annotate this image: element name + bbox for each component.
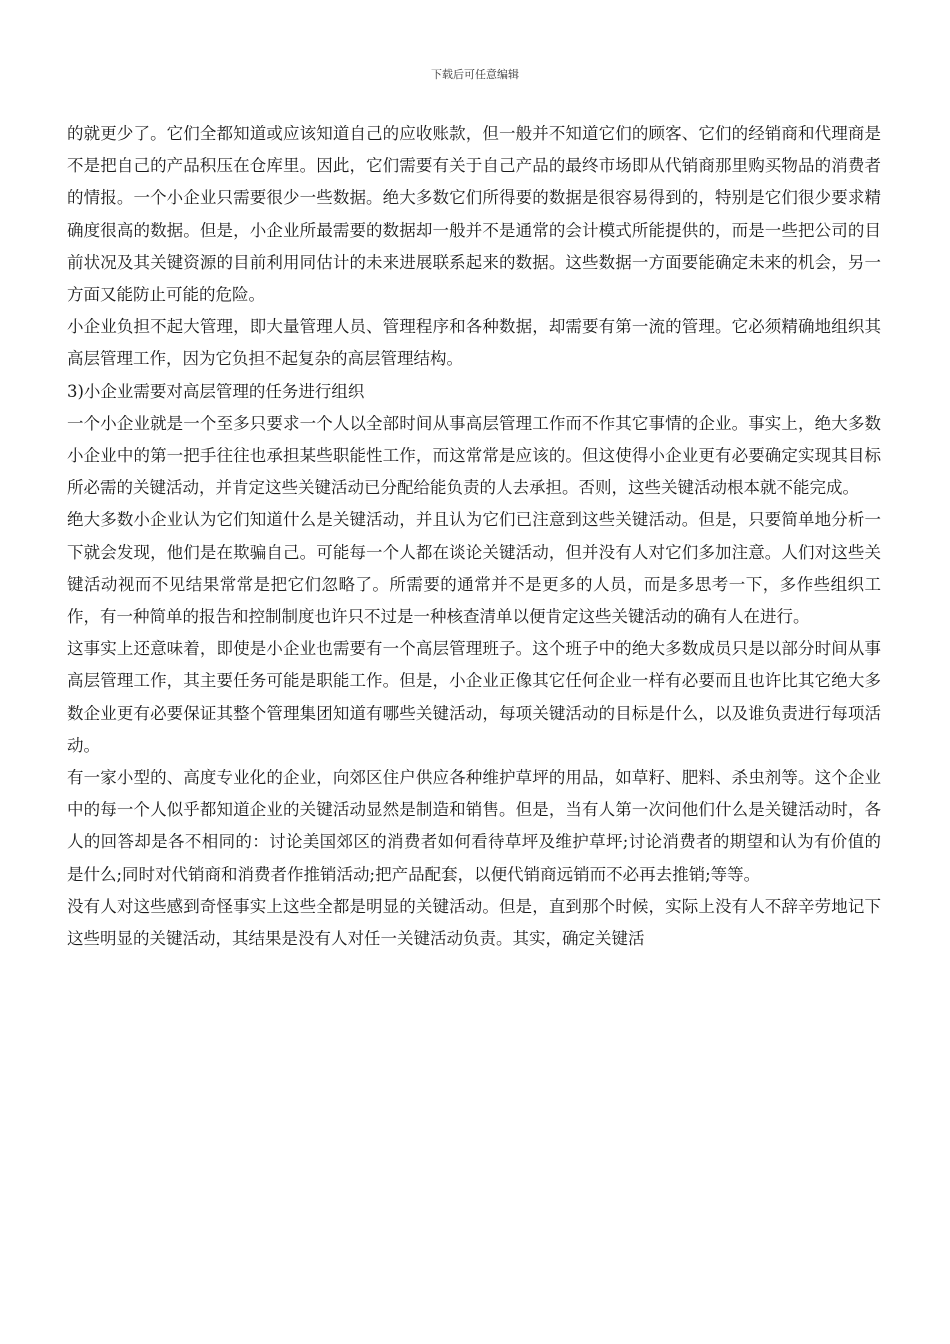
page-header: 下载后可任意编辑	[431, 68, 519, 81]
paragraph: 小企业负担不起大管理，即大量管理人员、管理程序和各种数据，却需要有第一流的管理。它必须精确地组织其高层管理工作，因为它负担不起复杂的高层管理结构。	[67, 317, 881, 369]
paragraph: 绝大多数小企业认为它们知道什么是关键活动，并且认为它们已注意到这些关键活动。但是，只要简单地分析一下就会发现，他们是在欺骗自己。可能每一个人都在谈论关键活动，但并没有人对它们多加注意。人们对这些关键活动视而不见结果常常是把它们忽略了。所需要的通常并不是更多的人员，而是多思考一下，多作些组织工作，有一种简单的报告和控制制度也许只不过是一种核查清单以便肯定这些关键活动的确有人在进行。	[67, 510, 881, 627]
document-body	[67, 118, 881, 955]
paragraph: 没有人对这些感到奇怪事实上这些全都是明显的关键活动。但是，直到那个时候，实际上没有人不辞辛劳地记下这些明显的关键活动，其结果是没有人对任一关键活动负责。其实，确定关键活	[67, 896, 881, 949]
paragraph: 一个小企业就是一个至多只要求一个人以全部时间从事高层管理工作而不作其它事情的企业。事实上，绝大多数小企业中的第一把手往往也承担某些职能性工作，而这常常是应该的。但这使得小企业更有必要确定实现其目标所必需的关键活动，并肯定这些关键活动已分配给能负责的人去承担。否则，这些关键活动根本就不能完成。	[67, 413, 881, 498]
paragraph: 的就更少了。它们全都知道或应该知道自己的应收账款，但一般并不知道它们的顾客、它们的经销商和代理商是不是把自己的产品积压在仓库里。因此，它们需要有关于自己产品的最终市场即从代销商那里购买物品的消费者的情报。一个小企业只需要很少一些数据。绝大多数它们所得要的数据是很容易得到的，特别是它们很少要求精确度很高的数据。但是，小企业所最需要的数据却一般并不是通常的会计模式所能提供的，而是一些把公司的目前状况及其关键资源的目前利用同估计的未来进展联系起来的数据。这些数据一方面要能确定未来的机会，另一方面又能防止可能的危险。	[67, 124, 881, 305]
paragraph: 这事实上还意味着，即使是小企业也需要有一个高层管理班子。这个班子中的绝大多数成员只是以部分时间从事高层管理工作，其主要任务可能是职能工作。但是，小企业正像其它任何企业一样有必要而且也许比其它绝大多数企业更有必要保证其整个管理集团知道有哪些关键活动，每项关键活动的目标是什么，以及谁负责进行每项活动。	[67, 639, 881, 755]
section-heading: 3)小企业需要对高层管理的任务进行组织	[67, 381, 365, 401]
paragraph: 有一家小型的、高度专业化的企业，向郊区住户供应各种维护草坪的用品，如草籽、肥料、杀虫剂等。这个企业中的每一个人似乎都知道企业的关键活动显然是制造和销售。但是，当有人第一次问他们什么是关键活动时，各人的回答却是各不相同的：讨论美国郊区的消费者如何看待草坪及维护草坪;讨论消费者的期望和认为有价值的是什么;同时对代销商和消费者作推销活动;把产品配套，以便代销商远销而不必再去推销;等等。	[67, 768, 881, 884]
